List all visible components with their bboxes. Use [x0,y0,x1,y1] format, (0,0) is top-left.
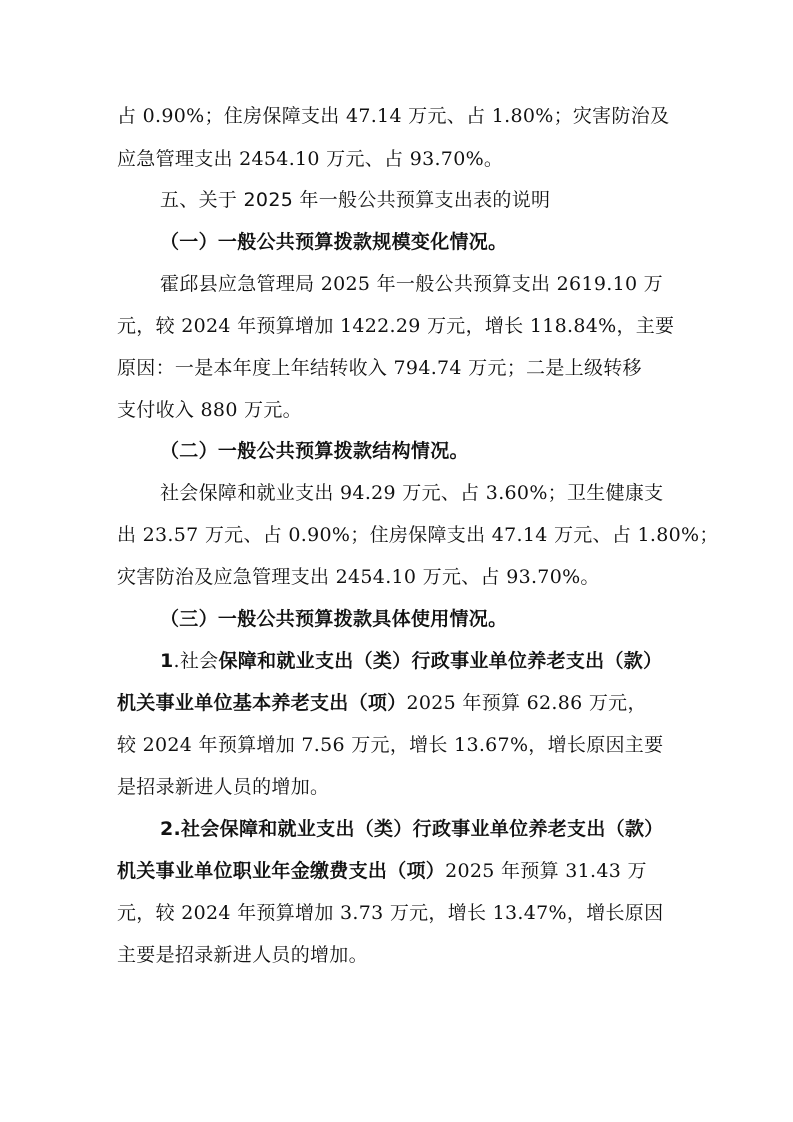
para-line: 霍邱县应急管理局 2025 年一般公共预算支出 2619.10 万 [160,273,663,295]
para-line: 元，较 2024 年预算增加 3.73 万元，增长 13.47%，增长原因 [117,902,664,924]
para-line: 是招录新进人员的增加。 [117,776,330,798]
item-line [160,817,664,841]
para-line: 出 23.57 万元、占 0.90%；住房保障支出 47.14 万元、占 1.80%； [117,524,719,546]
subsection-heading: （一）一般公共预算拨款规模变化情况。 [160,231,508,253]
item-text: 2025 年预算 62.86 万元， [406,692,647,714]
para-line: 应急管理支出 2454.10 万元、占 93.70%。 [117,148,504,170]
para-line: 元，较 2024 年预算增加 1422.29 万元，增长 118.84%，主要 [117,315,675,337]
item-text-bold: 机关事业单位基本养老支出（项） [117,692,407,714]
subsection-heading: （三）一般公共预算拨款具体使用情况。 [160,608,508,630]
item-text: .社会 [173,650,219,672]
section-heading: 五、关于 2025 年一般公共预算支出表的说明 [160,189,551,211]
para-line: 较 2024 年预算增加 7.56 万元，增长 13.67%，增长原因主要 [117,734,664,756]
item-line [160,649,662,673]
para-line: 灾害防治及应急管理支出 2454.10 万元、占 93.70%。 [117,566,600,588]
para-line: 原因：一是本年度上年结转收入 794.74 万元；二是上级转移 [117,357,642,379]
subsection-heading: （二）一般公共预算拨款结构情况。 [160,440,469,462]
item-text: 2025 年预算 31.43 万 [445,860,647,882]
para-line: 社会保障和就业支出 94.29 万元、占 3.60%；卫生健康支 [160,482,664,504]
item-text-bold: 2.社会保障和就业支出（类）行政事业单位养老支出（款） [160,818,664,840]
item-text-bold: 机关事业单位职业年金缴费支出（项） [117,860,446,882]
item-line [117,859,647,883]
para-line: 主要是招录新进人员的增加。 [117,944,368,966]
item-number: 1 [160,650,174,672]
para-line: 占 0.90%；住房保障支出 47.14 万元、占 1.80%；灾害防治及 [117,105,670,127]
item-line [117,691,647,715]
para-line: 支付收入 880 万元。 [117,399,302,421]
item-text-bold: 保障和就业支出（类）行政事业单位养老支出（款） [218,650,663,672]
